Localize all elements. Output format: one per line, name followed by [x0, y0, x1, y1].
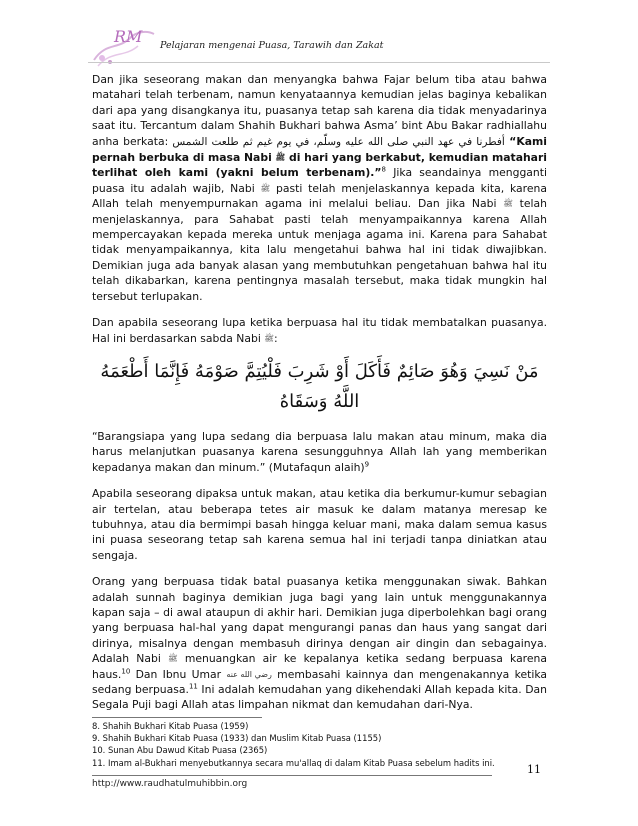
- footnote-ref-10: 10: [121, 667, 131, 675]
- paragraph-3: “Barangsiapa yang lupa sedang dia berpuasa lalu makan atau minum, maka dia harus melanjutkan puasanya karena sesungguhnya Allah lah yang memberikan kepadanya makan dan minum.” (Mutafaqun alaih)$^9$: [92, 429, 547, 474]
- arabic-quote: أفطرنا في عهد النبي صلى الله عليه وسلّم، في يوم غيم ثم طلعت الشمس: [172, 135, 505, 148]
- paragraph-4: Apabila seseorang dipaksa untuk makan, atau ketika dia berkumur-kumur sebagian air tertelan, atau beberapa tetes air masuk ke dalam matanya meresap ke tubuhnya, atau dia bermimpi basah hingga keluar mani, maka dalam semua kasus ini puasa seseorang tetap sah karena semua hal ini terjadi tanpa diniatkan atau sengaja.: [92, 487, 547, 562]
- saw-symbol: ﷺ: [275, 153, 286, 163]
- footnote-11: 11. Imam al-Bukhari menyebutkannya secara mu'allaq di dalam Kitab Puasa sebelum hadits ini.: [92, 757, 495, 768]
- saw-symbol: ﷺ: [168, 654, 178, 664]
- hadith-arabic: مَنْ نَسِيَ وَهُوَ صَائِمٌ فَأَكَلَ أَوْ شَرِبَ فَلْيُتِمَّ صَوْمَهُ فَإِنَّمَا أَطْعَمَهُ اللَّهُ وَسَقَاهُ: [100, 360, 539, 412]
- footer-divider: [92, 775, 492, 776]
- ra-symbol: رضي الله عنه: [226, 669, 272, 679]
- document-body: [92, 72, 547, 769]
- page-number: 11: [527, 763, 541, 776]
- footer-url[interactable]: http://www.raudhatulmuhibbin.org: [92, 779, 248, 789]
- paragraph-2: Dan apabila seseorang lupa ketika berpuasa hal itu tidak membatalkan puasanya. Hal ini berdasarkan sabda Nabi ﷺ:: [92, 316, 547, 345]
- header-divider: [88, 62, 550, 63]
- header-title: Pelajaran mengenai Puasa, Tarawih dan Zakat: [160, 40, 384, 51]
- footnote-ref-9: 9: [364, 460, 370, 469]
- footnote-10: 10. Sunan Abu Dawud Kitab Puasa (2365): [92, 745, 268, 756]
- logo-text: RM: [114, 27, 143, 46]
- footnotes: [92, 720, 547, 769]
- footnote-divider: [92, 717, 262, 718]
- footnote-9: 9. Shahih Bukhari Kitab Puasa (1933) dan Muslim Kitab Puasa (1155): [92, 733, 382, 744]
- saw-symbol: ﷺ: [503, 199, 513, 209]
- paragraph-5: Orang yang berpuasa tidak batal puasanya ketika menggunakan siwak. Bahkan adalah sunnah baginya demikian juga bagi yang lain untuk menggunakannya kapan saja – di awal ataupun di akhir hari. Demikian juga diperbolehkan bagi orang yang berpuasa hal-hal yang dapat mengurangi panas dan haus yang sangat dari dirinya, misalnya dengan membasuh dirinya dengan air dingin dan sebagainya. Adalah Nabi ﷺ menuangkan air ke kepalanya ketika sedang berpuasa karena haus.$^{10}$ Dan Ibnu Umar رضي الله عنه membasahi kainnya dan mengenakannya ketika sedang berpuasa.$^{11}$ Ini adalah kemudahan yang dikehendaki Allah kepada kita. Dan Segala Puji bagi Allah atas limpahan nikmat dan kemudahan dari-Nya.: [92, 575, 547, 712]
- saw-symbol: ﷺ: [260, 183, 271, 193]
- footnote-8: 8. Shahih Bukhari Kitab Puasa (1959): [92, 720, 249, 731]
- footnote-ref-11: 11: [188, 682, 198, 691]
- paragraph-1: Dan jika seseorang makan dan menyangka bahwa Fajar belum tiba atau bahwa matahari telah terbenam, namun kenyataannya kemudian jelas baginya kebalikan dari apa yang disangkanya itu, puasanya tetap sah karena dia tidak menyadarinya saat itu. Tercantum dalam Shahih Bukhari bahwa Asma’ bint Abu Bakar radhiallahu anha berkata: أفطرنا في عهد النبي صلى الله عليه وسلّم، في يوم غيم ثم طلعت الشمس “Kami pernah berbuka di masa Nabi ﷺ di hari yang berkabut, kemudian matahari terlihat oleh kami (yakni belum terbenam).”$^8$ Jika seandainya mengganti puasa itu adalah wajib, Nabi ﷺ pasti telah menjelaskannya kepada kita, karena Allah telah menyempurnakan agama ini melalui beliau. Dan jika Nabi ﷺ telah menjelaskannya, para Sahabat pasti telah menyampaikannya karena Allah mempercayakan kepada mereka untuk menjaga agama ini. Karena para Sahabat tidak menyampaikannya, kita lalu mengetahui bahwa hal ini tidak diwajibkan. Demikian juga ada banyak alasan yang membutuhkan pengetahuan bahwa hal itu telah dikabarkan, karena pentingnya masalah tersebut, maka tidak mungkin hal tersebut terlupakan.: [92, 73, 547, 303]
- saw-symbol: ﷺ: [264, 333, 274, 343]
- footnote-ref-8: 8: [381, 165, 386, 174]
